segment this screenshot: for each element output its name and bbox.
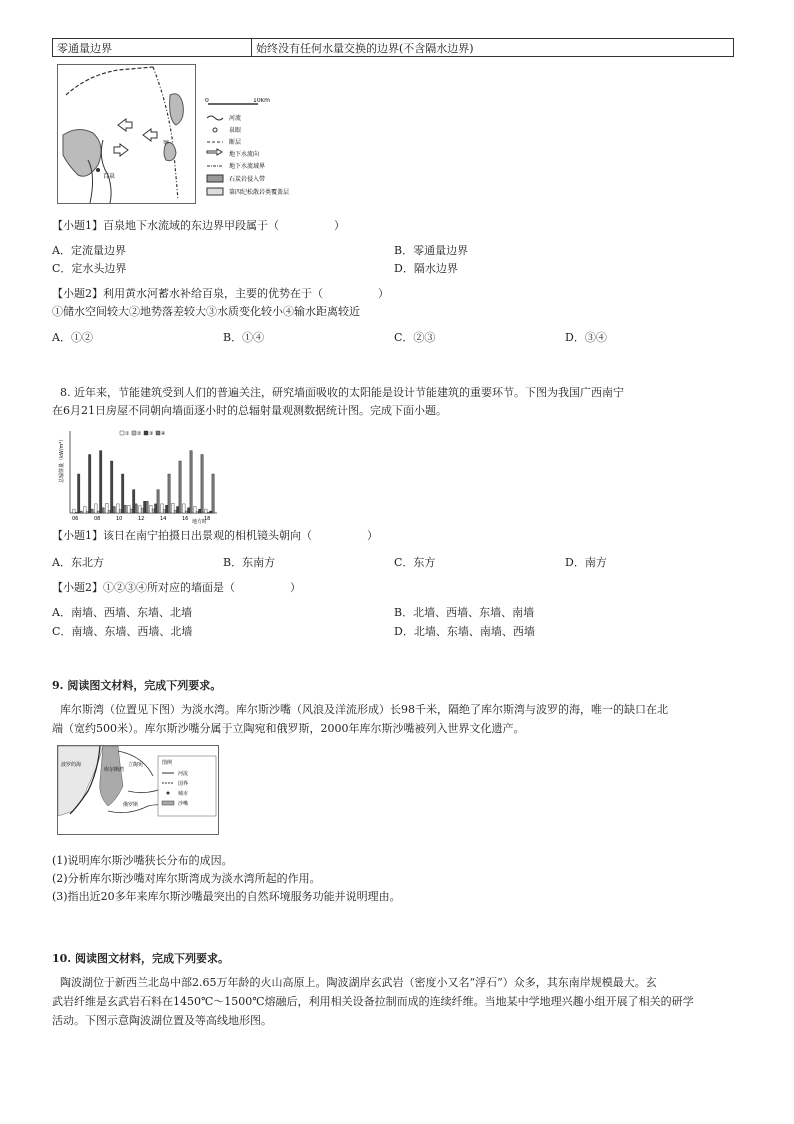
legend-label-2: ③ bbox=[149, 431, 154, 437]
q8-intro-1: 8. 近年来，节能建筑受到人们的普遍关注，研究墙面吸收的太阳能是设计节能建筑的重要环节。下图为我国广西南宁 bbox=[60, 386, 624, 399]
bar-①-07 bbox=[84, 507, 86, 514]
bar-②-07 bbox=[86, 512, 88, 513]
bar-④-14 bbox=[168, 474, 170, 513]
bar-③-11 bbox=[133, 490, 135, 513]
legend-swatch-3 bbox=[156, 431, 160, 435]
x-tick-16: 16 bbox=[182, 516, 189, 522]
bar-④-16 bbox=[190, 451, 192, 513]
q8-sub2-opt-a[interactable]: A．南墙、西墙、东墙、北墙 bbox=[52, 606, 192, 619]
bar-②-08 bbox=[97, 511, 99, 513]
q7-sub2-opt-d[interactable]: D．③④ bbox=[565, 331, 607, 344]
bar-①-18 bbox=[205, 509, 207, 513]
svg-text:立陶宛: 立陶宛 bbox=[128, 762, 144, 768]
svg-text:10km: 10km bbox=[253, 98, 270, 104]
table-cell-name: 零通量边界 bbox=[53, 39, 252, 57]
q7-sub2-detail: ①储水空间较大②地势落差较大③水质变化较小④输水距离较近 bbox=[52, 305, 360, 318]
x-tick-10: 10 bbox=[116, 516, 123, 522]
svg-text:波罗的海: 波罗的海 bbox=[61, 762, 82, 768]
bar-①-13 bbox=[150, 505, 152, 513]
q10-p3: 活动。下图示意陶波湖位置及等高线地形图。 bbox=[52, 1014, 272, 1027]
x-tick-14: 14 bbox=[160, 516, 167, 522]
bar-①-08 bbox=[95, 504, 97, 513]
svg-text:库尔斯湾: 库尔斯湾 bbox=[104, 767, 125, 773]
bar-③-13 bbox=[155, 504, 157, 513]
q8-sub1-opt-c[interactable]: C．东方 bbox=[394, 556, 436, 569]
bar-②-14 bbox=[163, 510, 165, 513]
svg-text:沙嘴: 沙嘴 bbox=[178, 801, 189, 807]
bar-②-10 bbox=[119, 510, 121, 513]
svg-text:城市: 城市 bbox=[178, 791, 189, 797]
q9-title: 9. 阅读图文材料，完成下列要求。 bbox=[52, 679, 222, 692]
bar-③-09 bbox=[111, 461, 113, 513]
q7-sub1-opt-b[interactable]: B．零通量边界 bbox=[394, 244, 469, 257]
x-tick-08: 08 bbox=[94, 516, 101, 522]
bar-④-11 bbox=[135, 504, 137, 513]
bar-①-14 bbox=[161, 504, 163, 513]
bar-①-17 bbox=[194, 507, 196, 514]
svg-text:河流: 河流 bbox=[178, 771, 189, 777]
bar-④-13 bbox=[157, 490, 159, 513]
q9-q2: (2)分析库尔斯沙嘴对库尔斯湾成为淡水湾所起的作用。 bbox=[52, 872, 321, 885]
bar-②-17 bbox=[196, 512, 198, 513]
bar-④-15 bbox=[179, 461, 181, 513]
legend-swatch-0 bbox=[120, 431, 124, 435]
q8-sub2-opt-d[interactable]: D．北墙、东墙、南墙、西墙 bbox=[394, 625, 535, 638]
bar-④-07 bbox=[91, 509, 93, 513]
bar-③-10 bbox=[122, 474, 124, 513]
svg-text:俄罗斯: 俄罗斯 bbox=[123, 802, 139, 808]
bar-①-12 bbox=[139, 506, 141, 513]
x-tick-06: 06 bbox=[72, 516, 79, 522]
bar-③-07 bbox=[89, 455, 91, 514]
bar-②-09 bbox=[108, 510, 110, 513]
q8-sub2-opt-c[interactable]: C．南墙、东墙、西墙、北墙 bbox=[52, 625, 193, 638]
svg-text:地下水流向: 地下水流向 bbox=[229, 151, 260, 158]
q8-sub1: 【小题1】该日在南宁拍摄日出景观的相机镜头朝向（ ） bbox=[52, 529, 378, 542]
svg-text:第四纪松散岩类覆盖层: 第四纪松散岩类覆盖层 bbox=[229, 189, 290, 196]
bar-②-16 bbox=[185, 511, 187, 513]
bar-③-06 bbox=[78, 474, 80, 513]
bar-③-08 bbox=[100, 451, 102, 513]
label-jia: 甲 bbox=[163, 140, 170, 147]
q9-p2: 端（宽约500米）。库尔斯沙嘴分属于立陶宛和俄罗斯，2000年库尔斯沙嘴被列入世界文化遗产。 bbox=[52, 722, 525, 735]
q9-q1: (1)说明库尔斯沙嘴狭长分布的成因。 bbox=[52, 854, 233, 867]
q8-sub2-opt-b[interactable]: B．北墙、西墙、东墙、南墙 bbox=[394, 606, 535, 619]
bar-④-06 bbox=[80, 511, 82, 513]
bar-②-18 bbox=[207, 512, 209, 513]
q8-sub1-opt-d[interactable]: D．南方 bbox=[565, 556, 607, 569]
table-cell-desc: 始终没有任何水量交换的边界(不含隔水边界) bbox=[252, 39, 734, 57]
bar-③-12 bbox=[144, 501, 146, 513]
q7-sub2-opt-a[interactable]: A．①② bbox=[52, 331, 93, 344]
bar-①-09 bbox=[106, 503, 108, 513]
chart-xlabel: 地方时 bbox=[192, 519, 208, 525]
legend-swatch-1 bbox=[132, 431, 136, 435]
svg-text:0: 0 bbox=[205, 98, 209, 104]
x-tick-18: 18 bbox=[204, 516, 211, 522]
boundary-table bbox=[52, 38, 734, 57]
bar-④-08 bbox=[102, 508, 104, 513]
bar-④-10 bbox=[124, 505, 126, 513]
svg-text:泉眼: 泉眼 bbox=[229, 127, 242, 134]
bar-②-12 bbox=[141, 508, 143, 513]
q8-sub2: 【小题2】①②③④所对应的墙面是（ ） bbox=[52, 581, 301, 594]
label-baiquan: 百泉 bbox=[103, 173, 116, 180]
q9-p1: 库尔斯湾（位置见下图）为淡水湾。库尔斯沙嘴（风浪及洋流形成）长98千米，隔绝了库尔斯湾与波罗的海，唯一的缺口在北 bbox=[60, 703, 668, 716]
bar-②-06 bbox=[75, 512, 77, 513]
bar-④-17 bbox=[201, 455, 203, 514]
svg-text:断层: 断层 bbox=[229, 139, 242, 146]
bar-①-11 bbox=[128, 505, 130, 513]
svg-text:石炭岩侵入带: 石炭岩侵入带 bbox=[229, 176, 266, 183]
q7-sub2: 【小题2】利用黄水河蓄水补给百泉，主要的优势在于（ ） bbox=[52, 287, 389, 300]
bar-④-09 bbox=[113, 507, 115, 514]
bar-④-12 bbox=[146, 501, 148, 513]
q7-sub1-opt-a[interactable]: A．定流量边界 bbox=[52, 244, 126, 257]
bar-②-15 bbox=[174, 510, 176, 513]
q7-sub1: 【小题1】百泉地下水流域的东边界甲段属于（ ） bbox=[52, 219, 345, 232]
svg-text:河流: 河流 bbox=[229, 115, 242, 122]
bar-②-13 bbox=[152, 509, 154, 513]
q7-sub2-opt-c[interactable]: C．②③ bbox=[394, 331, 436, 344]
radiation-chart bbox=[52, 425, 222, 525]
q10-p1: 陶波湖位于新西兰北岛中部2.65万年龄的火山高原上。陶波湖岸玄武岩（密度小又名“浮石”）众多，其东南岸规模最大。玄 bbox=[60, 976, 657, 989]
q7-sub1-opt-d[interactable]: D．隔水边界 bbox=[394, 262, 458, 275]
q7-sub1-opt-c[interactable]: C．定水头边界 bbox=[52, 262, 127, 275]
bar-②-11 bbox=[130, 509, 132, 513]
q8-sub1-opt-a[interactable]: A．东北方 bbox=[52, 556, 104, 569]
bar-④-18 bbox=[212, 474, 214, 513]
bar-①-06 bbox=[73, 509, 75, 513]
q7-sub2-opt-b[interactable]: B．①④ bbox=[223, 331, 265, 344]
curonian-map bbox=[57, 745, 219, 835]
q8-sub1-opt-b[interactable]: B．东南方 bbox=[223, 556, 276, 569]
svg-text:国界: 国界 bbox=[178, 781, 189, 787]
bar-③-18 bbox=[210, 511, 212, 513]
q10-p2: 武岩纤维是玄武岩石料在1450℃～1500℃熔融后，利用相关设备拉制而成的连续纤维。当地某中学地理兴趣小组开展了相关的研学 bbox=[52, 995, 694, 1008]
legend-label-3: ④ bbox=[161, 431, 166, 437]
svg-text:地下水流域界: 地下水流域界 bbox=[229, 163, 266, 170]
map-legend bbox=[203, 98, 323, 203]
bar-③-14 bbox=[166, 505, 168, 513]
q9-q3: (3)指出近20多年来库尔斯沙嘴最突出的自然环境服务功能并说明理由。 bbox=[52, 890, 401, 903]
legend-label-1: ② bbox=[137, 431, 142, 437]
bar-①-15 bbox=[172, 503, 174, 513]
legend-swatch-2 bbox=[144, 431, 148, 435]
q10-title: 10. 阅读图文材料，完成下列要求。 bbox=[52, 952, 229, 965]
x-tick-12: 12 bbox=[138, 516, 145, 522]
svg-text:图例: 图例 bbox=[162, 760, 173, 766]
bar-①-16 bbox=[183, 504, 185, 513]
bar-①-10 bbox=[117, 504, 119, 513]
chart-ylabel: 总辐射量（kW/m²） bbox=[59, 436, 65, 483]
bar-③-15 bbox=[177, 507, 179, 514]
legend-label-0: ① bbox=[125, 431, 130, 437]
bar-③-16 bbox=[188, 508, 190, 513]
q8-intro-2: 在6月21日房屋不同朝向墙面逐小时的总辐射量观测数据统计图。完成下面小题。 bbox=[52, 404, 447, 417]
bar-③-17 bbox=[199, 509, 201, 513]
groundwater-map bbox=[57, 64, 196, 204]
